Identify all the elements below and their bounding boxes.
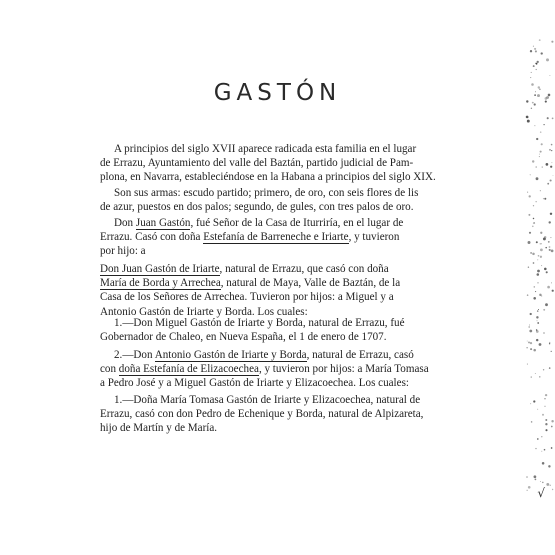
scan-speck [532,160,534,162]
scan-speck [545,429,547,431]
scan-speck [543,369,544,370]
scan-speck [526,347,527,348]
scan-speck [552,118,554,120]
text-segment: , fué Señor de la Casa de Iturriría, en el lugar de [190,217,404,229]
scan-speck [540,232,542,234]
scan-speck [546,271,548,273]
scan-speck [546,58,549,61]
scan-speck [530,50,532,52]
text-segment: 2.—Don [114,349,155,361]
scan-speck [536,138,538,140]
scan-speck [528,266,529,267]
scan-speck [541,143,543,145]
text-line: de Errazu, Ayuntamiento del valle del Baztán, partido judicial de Pam- [100,157,414,170]
scan-speck [551,420,553,422]
scan-speck [550,166,552,168]
scan-speck [548,465,550,467]
scan-speck [544,406,545,407]
scan-speck [528,486,531,489]
scan-speck [533,65,535,67]
scan-speck [533,262,535,264]
scan-speck [545,247,547,249]
scan-speck [542,482,544,484]
scan-speck [537,61,539,63]
scan-speck [527,364,528,365]
scan-speck [527,120,530,123]
scan-speck [533,297,536,300]
page-title: GASTÓN [213,80,342,106]
scan-speck [546,483,549,486]
scan-speck [534,475,537,478]
scan-speck [536,201,537,202]
text-line: Errazu, casó con don Pedro de Echenique y Borda, natural de Alpizareta, [100,408,424,421]
scan-speck [535,63,537,65]
scan-speck [541,52,543,54]
underlined-name: Juan Gastón [135,217,191,229]
scan-speck [537,320,538,321]
scan-speck [543,309,545,311]
scan-speck [527,294,529,296]
scan-speck [541,265,542,266]
text-line [100,348,480,362]
scan-speck [551,162,552,163]
text-segment: , natural de Maya, Valle de Baztán, de la [220,277,401,290]
paragraph-juan-gaston-iriarte [100,262,480,319]
scan-speck [537,273,540,276]
scan-speck [551,282,552,283]
scan-speck [547,286,550,289]
scan-speck [537,94,540,97]
text-line: Gobernador de Chaleo, en Nueva España, el 1 de enero de 1707. [100,331,387,344]
scan-speck [550,237,551,238]
underlined-name: doña Estefanía de Elizacoechea [118,363,259,376]
scan-speck [533,218,534,219]
scan-speck [539,376,540,377]
scan-speck [547,183,549,185]
text-line [100,362,480,376]
margin-check-mark: √ [537,486,545,500]
scan-speck [549,343,550,344]
text-segment: Errazu. Casó con doña [100,231,204,244]
scan-speck [551,150,552,151]
scan-speck [530,174,531,175]
text-line [100,276,480,290]
scan-speck [543,332,544,333]
scan-speck [549,221,551,223]
scan-speck [540,190,541,191]
scan-speck [533,349,536,352]
text-segment: , natural de Errazu, casó [306,349,414,361]
scan-speck [528,341,530,343]
scan-speck [527,192,528,193]
scan-speck [544,268,547,271]
text-line [100,230,480,244]
scan-speck [530,77,531,78]
text-line: por hijo: a [100,245,146,258]
scan-speck [539,294,541,296]
scan-speck [533,46,534,47]
scan-speck [551,144,553,146]
scan-speck [541,243,542,244]
scan-speck [531,83,534,86]
scan-speck [549,246,551,248]
text-line [100,216,480,230]
scan-speck [526,100,528,102]
paragraph-antonio [100,348,480,391]
scan-speck [540,131,542,133]
scan-speck [541,451,542,452]
scan-speck [532,102,534,104]
scan-speck [549,149,551,151]
scan-speck [543,124,544,125]
scan-speck [537,438,539,440]
scan-speck [534,103,536,105]
scan-speck [545,394,547,396]
text-line: hijo de Martín y de María. [100,422,218,435]
text-line: a Pedro José y a Miguel Gastón de Iriarte y Elizacoechea. Los cuales: [100,377,409,390]
scan-speck [538,86,540,88]
scan-speck [542,167,543,168]
scan-speck [539,88,541,90]
text-segment: , y tuvieron por hijos: a María Tomasa [258,363,429,376]
text-line: de azur, puestos en dos palos; segundo, de gules, con tres palos de oro. [100,201,414,214]
scan-speck [545,423,547,425]
scan-speck [529,330,532,333]
scan-speck [546,163,549,166]
scan-speck [527,490,528,491]
scan-speck [530,348,532,350]
text-line: Casa de los Señores de Arrechea. Tuvieron por hijos: a Miguel y a [100,291,394,304]
scan-speck [551,41,553,43]
text-line: 1.—Don Miguel Gastón de Iriarte y Borda, natural de Errazu, fué [114,317,405,329]
paragraph-miguel [100,316,480,344]
scan-edge-specks [465,0,555,555]
scan-speck [531,377,532,378]
scan-speck [537,409,538,410]
scan-speck [538,255,540,257]
scan-speck [537,322,539,324]
scan-speck [534,94,536,96]
paragraph-maria-tomasa [100,393,480,436]
scan-speck [532,225,534,227]
scan-speck [551,250,554,253]
scan-speck [539,39,541,41]
scan-speck [533,400,535,402]
scan-speck [549,75,550,76]
scan-speck [543,198,544,199]
scan-speck [531,72,532,73]
underlined-name: Antonio Gastón de Iriarte y Borda [154,349,307,361]
scan-speck [551,426,553,428]
scan-speck [542,462,545,465]
text-line: A principios del siglo XVII aparece radicada esta familia en el lugar [114,143,417,155]
scan-speck [537,310,538,311]
scan-speck [547,117,549,119]
scan-speck [537,259,538,260]
underlined-name: Estefanía de Barreneche e Iriarte [203,231,349,244]
scan-speck [544,398,545,399]
scan-speck [535,373,536,374]
scan-speck [544,236,546,238]
scan-speck [530,342,532,344]
scan-speck [534,286,536,288]
scan-speck [537,282,538,283]
scan-speck [529,232,531,234]
text-line: plona, en Navarra, estableciéndose en la Habana a principios del siglo XIX. [100,171,436,184]
scan-speck [535,91,536,92]
scan-speck [536,241,538,243]
scan-speck [548,94,551,97]
text-line: Antonio Gastón de Iriarte y Borda. Los cuales: [100,305,308,318]
scan-speck [526,116,529,119]
text-segment: con [100,363,119,376]
scan-speck [533,205,534,206]
scan-speck [531,108,532,109]
scan-speck [527,341,528,342]
scan-speck [529,195,531,197]
scan-speck [532,253,535,256]
scan-speck [528,214,530,216]
underlined-name: Don Juan Gastón de Iriarte [100,263,220,275]
scan-speck [540,256,542,258]
scan-speck [553,175,554,176]
scan-speck [551,351,552,352]
text-line [100,262,480,276]
scan-speck [545,419,547,421]
scan-speck [539,156,540,157]
scan-speck [550,179,552,181]
scan-speck [549,342,550,343]
text-line: 1.—Doña María Tomasa Gastón de Iriarte y Elizacoechea, natural de [114,394,421,406]
paragraph-arms [100,186,480,214]
scan-speck [550,485,551,486]
scan-speck [540,243,541,244]
scan-speck [534,125,535,126]
scan-speck [550,213,552,215]
scan-speck [530,403,531,404]
scan-speck [536,339,538,341]
scan-speck [538,309,539,310]
scan-speck [535,50,537,52]
scan-speck [548,241,550,243]
scan-speck [535,291,536,292]
underlined-name: María de Borda y Arrechea [100,277,221,290]
text-line: Son sus armas: escudo partido; primero, de oro, con seis flores de lis [114,187,419,199]
scan-speck [536,69,537,70]
scan-speck [536,330,539,333]
scan-speck [530,252,532,254]
scan-speck [541,436,542,437]
scan-speck [530,313,532,315]
scan-speck [536,316,538,318]
scan-speck [540,481,541,482]
scan-speck [529,325,530,326]
scan-speck [531,421,533,423]
scan-speck [544,198,546,200]
scan-speck [552,489,553,490]
scan-speck [539,343,542,346]
scan-speck [537,270,540,273]
scan-speck [528,326,530,328]
scan-speck [549,367,551,369]
scan-speck [552,290,554,292]
scan-speck [544,449,546,451]
text-segment: Don [114,217,136,229]
scan-speck [528,241,531,244]
scan-speck [535,479,537,481]
text-segment: , y tuvieron [348,231,400,244]
scan-speck [536,177,539,180]
scan-speck [545,101,547,103]
scan-speck [545,97,548,100]
scan-speck [526,476,528,478]
scan-speck [534,48,536,50]
text-segment: , natural de Errazu, que casó con doña [219,263,389,275]
scan-speck [535,166,537,168]
scan-speck [540,151,542,153]
scan-speck [542,414,544,416]
scan-speck [549,249,551,251]
scan-speck [540,249,543,252]
paragraph-origin [100,142,480,185]
scan-speck [539,154,540,155]
scan-speck [535,448,536,449]
scan-speck [533,222,535,224]
scan-speck [545,303,548,306]
paragraph-juan-gaston [100,216,480,259]
scan-speck [551,447,553,449]
